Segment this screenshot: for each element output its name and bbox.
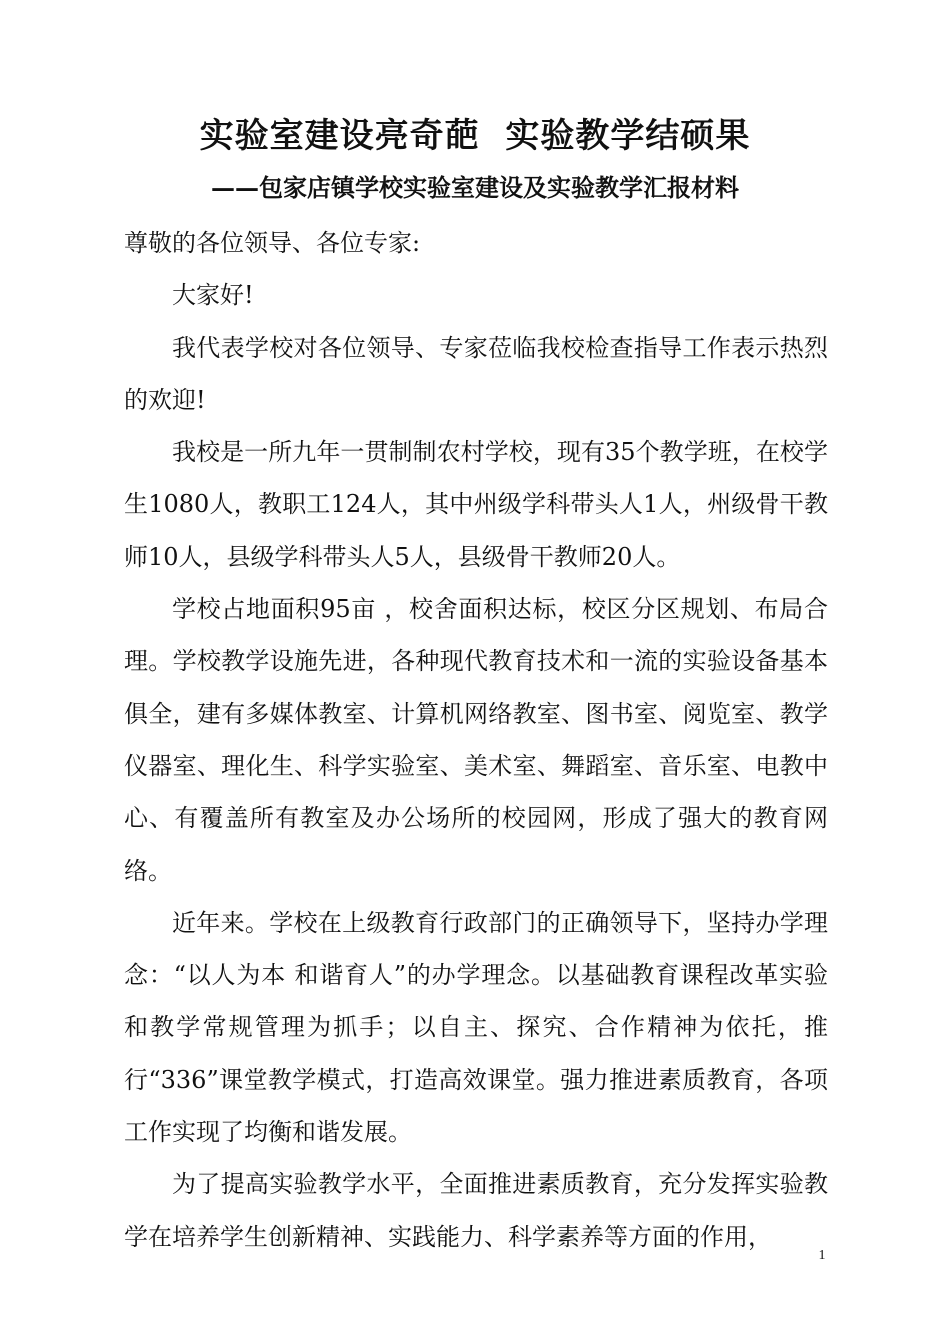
salutation: 尊敬的各位领导、各位专家: xyxy=(124,229,421,257)
paragraph: 大家好! xyxy=(172,281,254,310)
document-subtitle: ——包家店镇学校实验室建设及实验教学汇报材料 xyxy=(211,173,739,202)
document-body xyxy=(124,217,828,1263)
paragraph: 为了提高实验教学水平，全面推进素质教育，充分发挥实验教学在培养学生创新精神、实践能力、科学素养等方面的作用， xyxy=(124,1170,828,1251)
paragraph: 我校是一所九年一贯制制农村学校，现有35个教学班，在校学生1080人，教职工124人，其中州级学科带头人1人，州级骨干教师10人，县级学科带头人5人，县级骨干教师20人。 xyxy=(124,438,828,571)
paragraph: 我代表学校对各位领导、专家莅临我校检查指导工作表示热烈的欢迎! xyxy=(124,333,828,414)
paragraph: 近年来。学校在上级教育行政部门的正确领导下，坚持办学理念：“以人为本 和谐育人”的办学理念。以基础教育课程改革实验和教学常规管理为抓手；以自主、探究、合作精神为依托，推行“336”课堂教学模式，打造高效课堂。强力推进素质教育，各项工作实现了均衡和谐发展。 xyxy=(124,908,828,1147)
page-number: 1 xyxy=(818,1248,826,1263)
paragraph: 学校占地面积95亩 ，校舍面积达标，校区分区规划、布局合理。学校教学设施先进，各种现代教育技术和一流的实验设备基本俱全，建有多媒体教室、计算机网络教室、图书室、阅览室、教学仪器室、理化生、科学实验室、美术室、舞蹈室、音乐室、电教中心、有覆盖所有教室及办公场所的校园网，形成了强大的教育网络。 xyxy=(124,595,828,885)
document-title: 实验室建设亮奇葩 实验教学结硕果 xyxy=(199,116,751,156)
